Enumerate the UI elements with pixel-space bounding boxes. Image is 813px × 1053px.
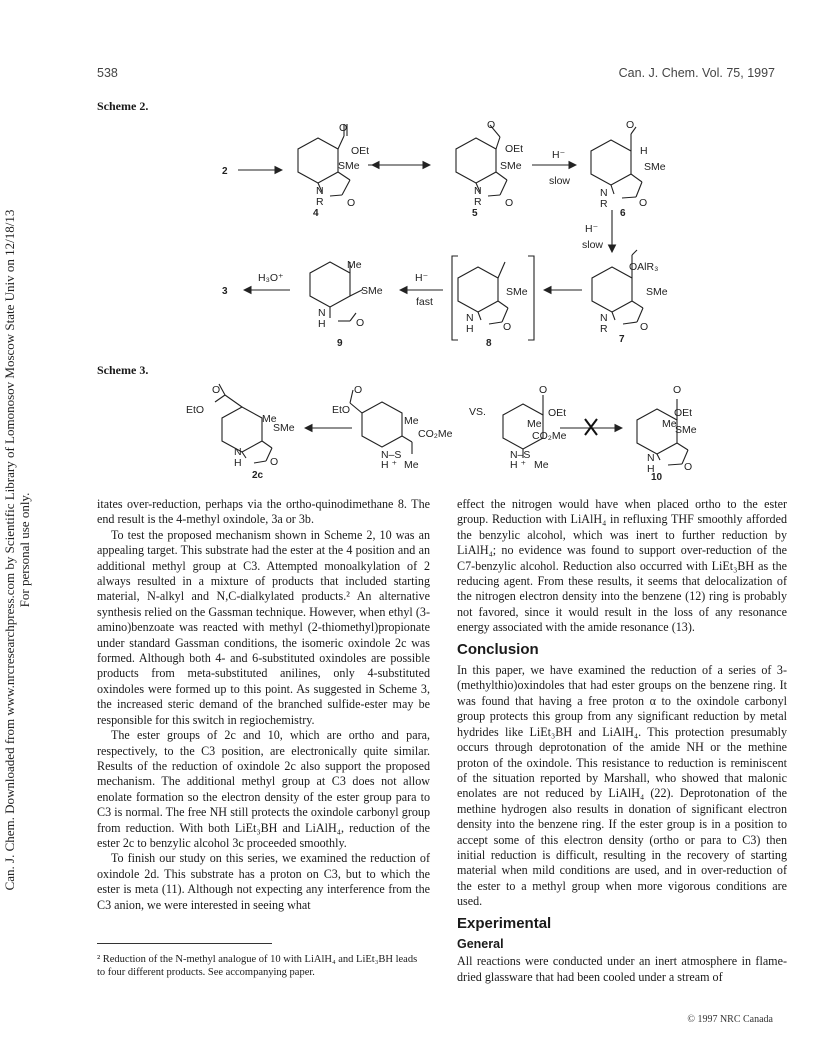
group-me: Me [527,418,542,430]
atom-n: N [474,185,482,197]
atom-o: O [505,197,514,209]
compound-9: 9 [337,338,343,349]
atom-o: O [673,384,682,396]
atom-o: O [356,317,365,329]
atom-o: O [539,384,548,396]
group-oalr3: OAlR₃ [629,261,659,273]
group-oet: OEt [351,145,370,157]
group-me: Me [662,418,677,430]
reaction-schemes [0,0,813,490]
section-heading-conclusion: Conclusion [457,640,539,658]
atom-o: O [639,197,648,209]
group-sme: SMe [646,286,668,298]
atom-o: O [354,384,363,396]
compound-5: 5 [472,208,478,219]
group-me: Me [404,415,419,427]
paragraph: All reactions were conducted under an inert atmosphere in flame-dried glassware that had been cooled under a stream of [457,954,787,984]
condition-slow: slow [582,239,604,251]
group-h-plus: H ⁺ [510,459,527,471]
structure-aniline-sulfonium [350,390,412,454]
group-me: Me [347,259,362,271]
atom-o: O [503,321,512,333]
structure-8 [452,256,534,340]
atom-o: O [270,456,279,468]
atom-o: O [640,321,649,333]
reagent-hydride: H⁻ [415,272,429,284]
group-me: Me [262,413,277,425]
atom-r: R [600,198,608,210]
group-sme: SMe [273,422,295,434]
compound-2: 2 [222,166,228,177]
condition-fast: fast [416,296,433,308]
left-column [97,497,430,913]
reagent-hydride: H⁻ [552,149,566,161]
group-ns: N–S [381,449,402,461]
download-notice-line1: Can. J. Chem. Downloaded from www.nrcresearchpress.com by Scientific Library of Lomonosov Moscow State Univ on 12/18/13 [2,209,17,891]
atom-n: N [234,446,242,458]
download-notice-line2: For personal use only. [17,492,32,608]
group-co2me: CO₂Me [418,428,453,440]
atom-r: R [600,323,608,335]
atom-h: H [640,145,648,157]
group-sme: SMe [675,424,697,436]
atom-n: N [647,452,655,464]
atom-o: O [339,122,348,134]
atom-o: O [626,119,635,131]
atom-o: O [684,461,693,473]
paragraph: effect the nitrogen would have when placed ortho to the ester group. Reduction with LiAlH₄ in refluxing THF smoothly afforded the benzylic alcohol, which was inert to further reduction by LiAlH₄; no evidence was found to support over-reduction of the C7-benzylic alcohol. Reduction also occurred with LiEt₃BH as the reducing agent. From these results, it seems that delocalization of the nitrogen electron density into the benzene (12) ring is probably not favored, since it would result in the loss of any resonance energy associated with the amide resonance (13). [457,497,787,635]
compound-6: 6 [620,208,626,219]
group-oet: OEt [548,407,567,419]
atom-h: H [466,323,474,335]
group-eto: EtO [332,404,351,416]
atom-n: N [600,312,608,324]
atom-n: N [600,187,608,199]
journal-citation: Can. J. Chem. Vol. 75, 1997 [618,66,775,80]
paragraph: itates over-reduction, perhaps via the ortho-quinodimethane 8. The end result is the 4-methyl oxindole, 3a or 3b. [97,497,430,527]
paragraph: To test the proposed mechanism shown in Scheme 2, 10 was an appealing target. This substrate had the ester at the 4 position and an additional methyl group at C3. Attempted monoalkylation of 2 always resulted in a mixture of products that included starting material, N-alkyl and N,C-dialkylated products.² An alternative synthesis relied on the Gassman technique. However, when ethyl (3-amino)benzoate was reacted with methyl (2-thiomethyl)propionate under standard Gassman conditions, the isomeric oxindole 2c was formed. Although both 4- and 6-substituted oxindoles are possible products from meta-substituted anilines, only 4-substituted oxindoles were formed up to this point. As suggested in Scheme 3, the increased steric demand of the branched sulfide-ester may be responsible for this switch in regiochemistry. [97,527,430,727]
compound-4: 4 [313,208,319,219]
atom-r: R [316,196,324,208]
paragraph: In this paper, we have examined the reduction of a series of 3-(methylthio)oxindoles that had ester groups on the benzene ring. It was found that having a free proton α to the oxindole carbonyl group protects this group from any significant reduction by metal hydrides like LiEt₃BH and LiAlH₄. This protection presumably occurs through deprotonation of the amide NH or the methine proton of the oxindole. This resistance to reduction is reminiscent of the situation reported by Marshall, who showed that malonic enolates are not reduced by LiAlH₄ (22). Deprotonation of the methine hydrogen also results in donation of significant electron density into the benzene ring. If the ester group is in a position to accept some of this electron density (ortho or para to C3) then initial reduction is difficult, resulting in the recovery of starting material when mild conditions are used, and in over-reduction of the ester to a methyl group when more vigorous conditions are used. [457,663,787,909]
compound-2c: 2c [252,470,264,481]
group-me: Me [404,459,419,471]
group-sme: SMe [506,286,528,298]
atom-n: N [318,307,326,319]
label-vs: VS. [469,406,486,418]
group-sme: SMe [361,285,383,297]
group-sme: SMe [338,160,360,172]
atom-n: N [466,312,474,324]
scheme2-label: Scheme 2. [97,99,149,113]
atom-h: H [647,463,655,475]
group-sme: SMe [644,161,666,173]
group-h-plus: H ⁺ [381,459,398,471]
footnote: ² Reduction of the N-methyl analogue of 10 with LiAlH₄ and LiEt₃BH leads to four different products. See accompanying paper. [97,954,418,978]
group-ns: N–S [510,449,531,461]
condition-slow: slow [549,175,571,187]
atom-n: N [316,185,324,197]
page-number: 538 [97,66,118,80]
right-column [457,497,787,985]
footnote-rule [97,943,272,944]
paragraph: The ester groups of 2c and 10, which are ortho and para, respectively, to the C3 position, are electronically quite similar. Results of the reduction of oxindole 2c also support the proposed mechanism. The additional methyl group at C3 does not allow enolate formation so the electron density of the ester group para to C3 is normal. The free NH still protects the oxindole carbonyl group from reduction. With both LiEt₃BH and LiAlH₄, reduction of the ester 2c to benzylic alcohol 3c proceeded smoothly. [97,728,430,850]
group-me: Me [534,459,549,471]
group-co2me: CO₂Me [532,430,567,442]
compound-3: 3 [222,286,228,297]
subsection-heading-general: General [457,936,504,951]
structure-6 [591,127,642,198]
compound-10: 10 [651,472,663,483]
atom-h: H [318,318,326,330]
group-eto: EtO [186,404,205,416]
group-oet: OEt [674,407,693,419]
reagent-hydronium: H₃O⁺ [258,272,284,284]
atom-o: O [347,197,356,209]
paragraph: To finish our study on this series, we examined the reduction of oxindole 2d. This substrate has a proton on C3, but to which the ester is meta (11). Although not expecting any interference from the C3 anion, we were interested in seeing what [97,851,430,912]
atom-r: R [474,196,482,208]
copyright: © 1997 NRC Canada [687,1014,773,1025]
reagent-hydride: H⁻ [585,223,599,235]
atom-h: H [234,457,242,469]
compound-7: 7 [619,334,625,345]
group-oet: OEt [505,143,524,155]
scheme3-label: Scheme 3. [97,363,149,377]
section-heading-experimental: Experimental [457,914,552,932]
group-sme: SMe [500,160,522,172]
atom-o: O [487,119,496,131]
compound-8: 8 [486,338,492,349]
atom-o: O [212,384,221,396]
